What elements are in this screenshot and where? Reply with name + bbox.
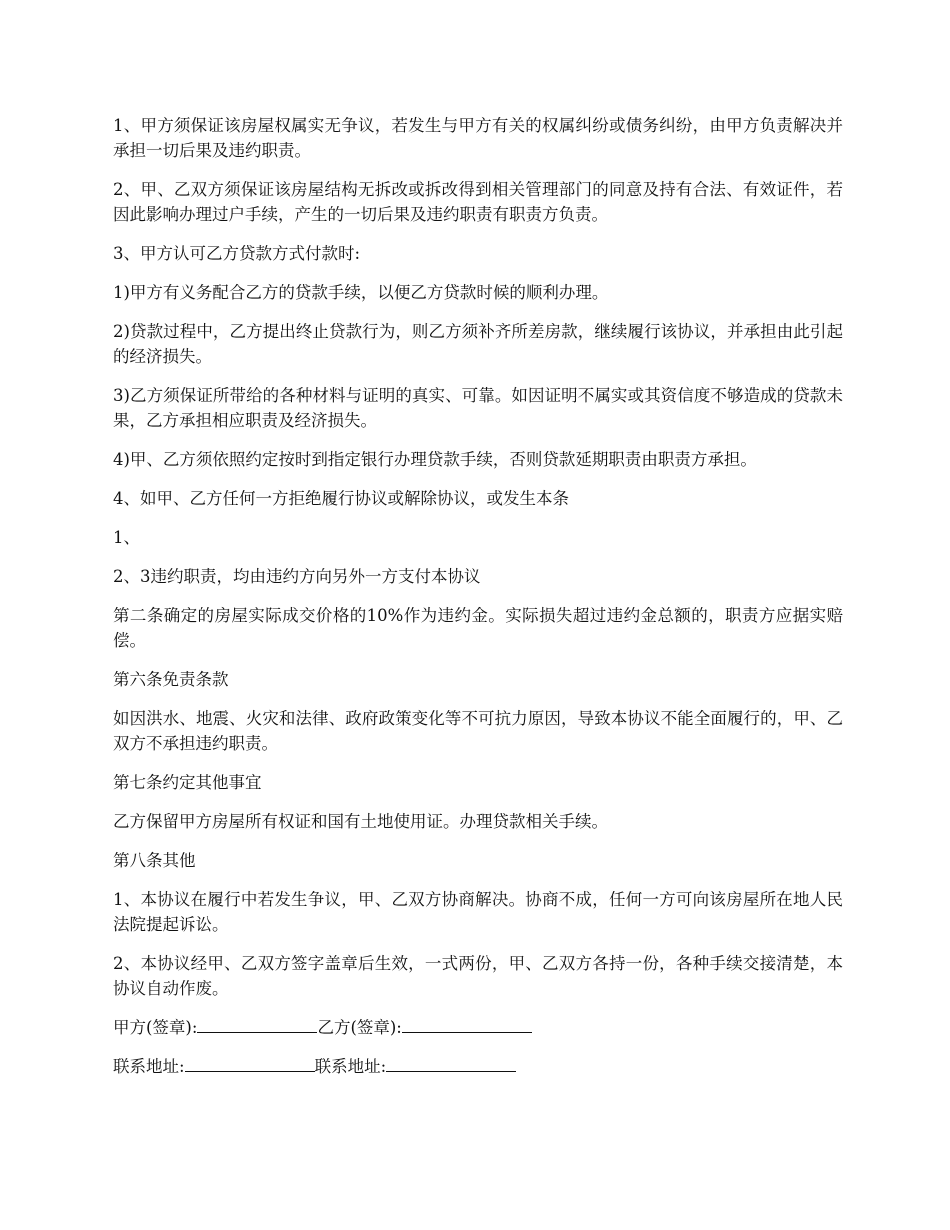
dispute-paragraph: 1、本协议在履行中若发生争议，甲、乙双方协商解决。协商不成，任何一方可向该房屋所在地人民法院提起诉讼。 (113, 890, 843, 934)
clause-4-paragraph: 4、如甲、乙方任何一方拒绝履行协议或解除协议，或发生本条 (113, 489, 569, 508)
fragment-paragraph: 1、 (113, 528, 140, 547)
loan-item-3-paragraph: 3)乙方须保证所带给的各种材料与证明的真实、可靠。如因证明不属实或其资信度不够造成的贷款未果，乙方承担相应职责及经济损失。 (113, 386, 843, 430)
document-page (113, 113, 843, 1093)
party-b-address-label: 联系地址: (314, 1057, 387, 1076)
party-b-address-field[interactable] (386, 1054, 516, 1072)
party-b-signature-label: 乙方(签章): (317, 1018, 402, 1037)
loan-item-2-paragraph: 2)贷款过程中，乙方提出终止贷款行为，则乙方须补齐所差房款，继续履行该协议，并承担由此引起的经济损失。 (113, 322, 843, 366)
party-a-address-label: 联系地址: (113, 1057, 185, 1076)
article-7-heading: 第七条约定其他事宜 (113, 773, 262, 792)
clause-3-paragraph: 3、甲方认可乙方贷款方式付款时: (113, 244, 361, 263)
breach-paragraph: 2、3违约职责，均由违约方向另外一方支付本协议 (113, 567, 481, 586)
clause-2-paragraph: 2、甲、乙双方须保证该房屋结构无拆改或拆改得到相关管理部门的同意及持有合法、有效证件，若因此影响办理过户手续，产生的一切后果及违约职责有职责方负责。 (113, 180, 843, 224)
address-line (113, 1054, 843, 1079)
loan-item-4-paragraph: 4)甲、乙方须依照约定按时到指定银行办理贷款手续，否则贷款延期职责由职责方承担。 (113, 450, 757, 469)
other-matters-paragraph: 乙方保留甲方房屋所有权证和国有土地使用证。办理贷款相关手续。 (113, 812, 608, 831)
article-6-heading: 第六条免责条款 (113, 670, 229, 689)
party-a-address-field[interactable] (185, 1054, 315, 1072)
signature-line (113, 1015, 843, 1040)
loan-item-1-paragraph: 1)甲方有义务配合乙方的贷款手续，以便乙方贷款时候的顺利办理。 (113, 283, 609, 302)
party-a-signature-field[interactable] (197, 1015, 317, 1033)
article-8-heading: 第八条其他 (113, 851, 196, 870)
effect-paragraph: 2、本协议经甲、乙双方签字盖章后生效，一式两份，甲、乙双方各持一份，各种手续交接清楚，本协议自动作废。 (113, 954, 843, 998)
clause-1-paragraph: 1、甲方须保证该房屋权属实无争议，若发生与甲方有关的权属纠纷或债务纠纷，由甲方负责解决并承担一切后果及违约职责。 (113, 116, 843, 160)
force-majeure-paragraph: 如因洪水、地震、火灾和法律、政府政策变化等不可抗力原因，导致本协议不能全面履行的，甲、乙双方不承担违约职责。 (113, 709, 843, 753)
party-a-signature-label: 甲方(签章): (113, 1018, 198, 1037)
penalty-paragraph: 第二条确定的房屋实际成交价格的10%作为违约金。实际损失超过违约金总额的，职责方应据实赔偿。 (113, 606, 843, 650)
party-b-signature-field[interactable] (402, 1015, 532, 1033)
